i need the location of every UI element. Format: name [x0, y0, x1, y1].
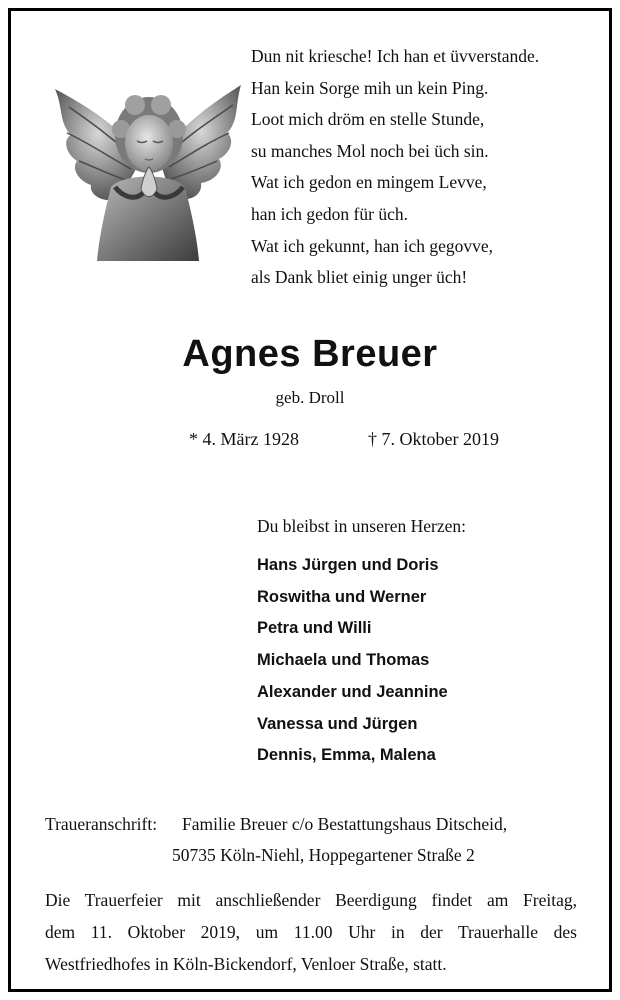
mourners-intro: Du bleibst in unseren Herzen:	[257, 516, 466, 536]
service-line: dem 11. Oktober 2019, um 11.00 Uhr in der Trauerhalle des	[45, 922, 577, 942]
mourner-name: Vanessa und Jürgen	[257, 714, 418, 733]
service-notice	[45, 884, 577, 980]
death-date: † 7. Oktober 2019	[368, 429, 499, 449]
address-line-1: Familie Breuer c/o Bestattungshaus Ditscheid,	[182, 814, 508, 834]
poem-line: Wat ich gedon en mingem Levve,	[251, 172, 487, 193]
poem-line: su manches Mol noch bei üch sin.	[251, 140, 489, 161]
deceased-name: Agnes Breuer	[182, 333, 438, 375]
poem-line: Dun nit kriesche! Ich han et üvverstande.	[251, 46, 540, 66]
obituary-card	[8, 8, 612, 992]
poem-line: als Dank bliet einig unger üch!	[251, 267, 468, 288]
poem-line: Loot mich dröm en stelle Stunde,	[251, 109, 485, 130]
praying-angel-icon	[49, 77, 245, 261]
poem	[251, 41, 611, 294]
mourner-name: Michaela und Thomas	[257, 651, 430, 670]
address-line-2: 50735 Köln-Niehl, Hoppegartener Straße 2	[172, 845, 475, 865]
mourner-name: Roswitha und Werner	[257, 587, 427, 606]
poem-line: Han kein Sorge mih un kein Ping.	[251, 77, 489, 98]
mourners-list	[257, 550, 448, 772]
mourner-name: Alexander und Jeannine	[257, 682, 448, 701]
mourner-name: Hans Jürgen und Doris	[257, 556, 439, 574]
service-line: Die Trauerfeier mit anschließender Beerdigung findet am Freitag,	[45, 890, 577, 910]
address-label: Traueranschrift:	[45, 814, 158, 834]
birth-date: * 4. März 1928	[189, 429, 299, 449]
mourner-name: Petra und Willi	[257, 619, 372, 638]
maiden-name: geb. Droll	[275, 388, 345, 407]
poem-line: han ich gedon für üch.	[251, 203, 408, 224]
service-line: Westfriedhofes in Köln-Bickendorf, Venloer Straße, statt.	[45, 954, 447, 974]
mourner-name: Dennis, Emma, Malena	[257, 746, 436, 765]
poem-line: Wat ich gekunnt, han ich gegovve,	[251, 235, 494, 256]
